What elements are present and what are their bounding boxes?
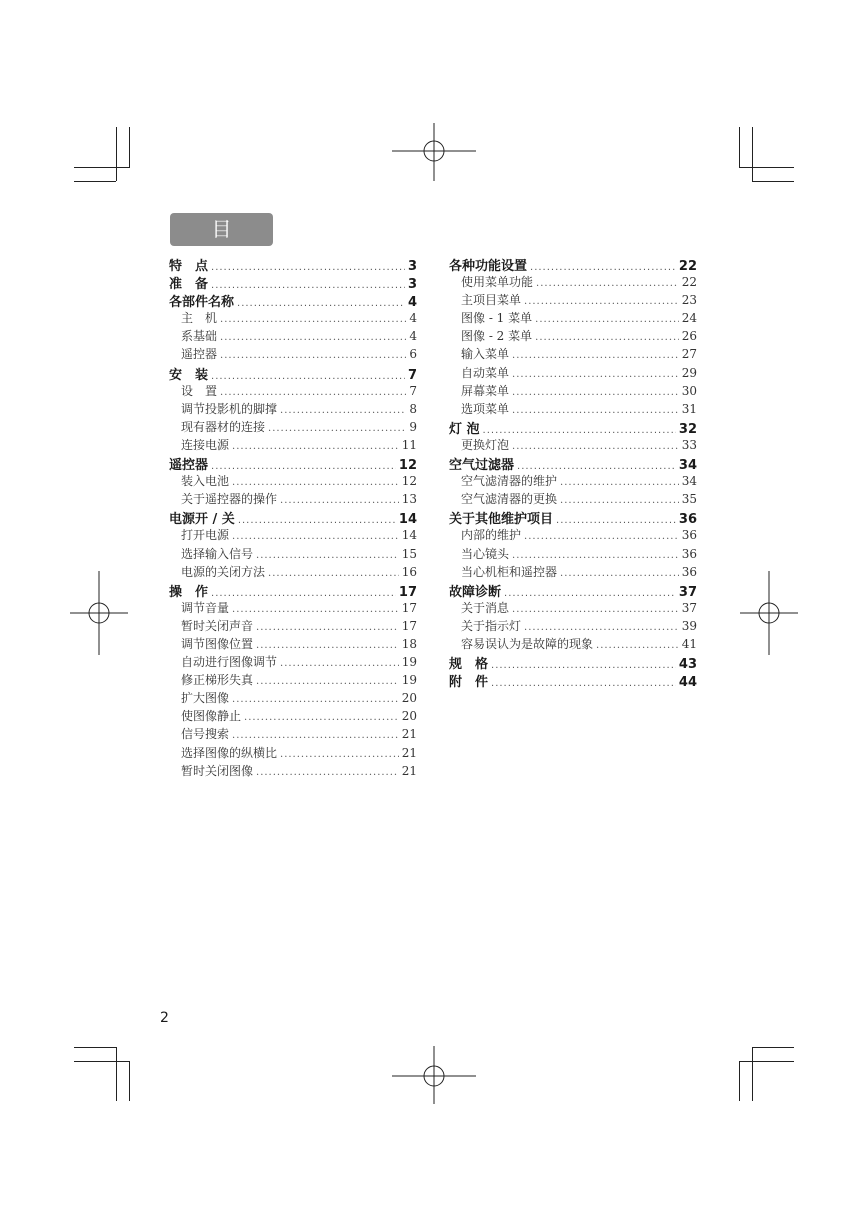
toc-leader-dots <box>596 640 679 651</box>
toc-leader-dots <box>512 604 679 615</box>
toc-page-number: 19 <box>401 655 417 670</box>
crop-mark <box>116 127 117 181</box>
toc-leader-dots <box>256 640 399 651</box>
toc-entry-label: 准 备 <box>169 277 209 292</box>
toc-leader-dots <box>244 712 399 723</box>
toc-entry-label: 设 置 <box>181 383 218 398</box>
toc-leader-dots <box>232 531 399 542</box>
toc-entry-label: 关于其他维护项目 <box>449 512 554 527</box>
toc-leader-dots <box>524 296 679 307</box>
toc-left-column <box>169 255 417 780</box>
toc-page-number: 14 <box>398 512 417 527</box>
toc-leader-dots <box>238 515 396 526</box>
toc-entry-label: 使图像静止 <box>181 709 242 724</box>
toc-chapter-entry <box>169 454 417 472</box>
toc-section-entry <box>169 382 417 400</box>
toc-section-entry <box>449 400 697 418</box>
toc-page-number: 44 <box>678 675 697 690</box>
toc-leader-dots <box>560 568 679 579</box>
toc-page-number: 21 <box>401 727 417 742</box>
toc-entry-label: 图像 - 2 菜单 <box>461 329 533 344</box>
toc-entry-label: 调节图像位置 <box>181 636 254 651</box>
toc-entry-label: 选择输入信号 <box>181 546 254 561</box>
toc-entry-label: 故障诊断 <box>449 584 502 599</box>
toc-section-entry <box>169 653 417 671</box>
toc-page-number: 3 <box>407 259 417 274</box>
crop-mark <box>752 1047 753 1101</box>
toc-section-entry <box>169 563 417 581</box>
toc-leader-dots <box>232 730 399 741</box>
toc-page-number: 17 <box>401 600 417 615</box>
toc-leader-dots <box>512 387 679 398</box>
crop-mark <box>74 181 116 182</box>
toc-chapter-entry <box>169 273 417 291</box>
toc-entry-label: 自动进行图像调节 <box>181 655 278 670</box>
toc-chapter-entry <box>449 581 697 599</box>
toc-leader-dots <box>524 531 679 542</box>
toc-leader-dots <box>504 588 676 599</box>
toc-leader-dots <box>280 405 406 416</box>
toc-section-entry <box>449 526 697 544</box>
toc-leader-dots <box>530 262 676 273</box>
toc-page-number: 29 <box>681 365 697 380</box>
toc-section-entry <box>169 490 417 508</box>
toc-entry-label: 各部件名称 <box>169 295 235 310</box>
toc-section-entry <box>449 291 697 309</box>
toc-page-number: 8 <box>409 401 417 416</box>
toc-chapter-entry <box>449 508 697 526</box>
crop-mark <box>116 1047 117 1101</box>
toc-entry-label: 扩大图像 <box>181 691 230 706</box>
toc-entry-label: 使用菜单功能 <box>461 275 534 290</box>
toc-section-entry <box>169 599 417 617</box>
toc-entry-label: 现有器材的连接 <box>181 419 266 434</box>
toc-entry-label: 空气滤清器的维护 <box>461 474 558 489</box>
crop-mark <box>74 1061 130 1062</box>
toc-leader-dots <box>512 405 679 416</box>
toc-leader-dots <box>535 332 679 343</box>
toc-page-number: 36 <box>681 564 697 579</box>
toc-page-number: 9 <box>409 419 417 434</box>
toc-leader-dots <box>512 350 679 361</box>
toc-page-number: 21 <box>401 763 417 778</box>
crop-mark <box>129 1061 130 1101</box>
toc-leader-dots <box>220 387 406 398</box>
toc-entry-label: 暂时关闭图像 <box>181 763 254 778</box>
toc-page-number: 36 <box>678 512 697 527</box>
toc-entry-label: 遥控器 <box>181 347 218 362</box>
toc-page-number: 7 <box>407 367 417 382</box>
toc-chapter-entry <box>449 653 697 671</box>
toc-page-number: 4 <box>409 329 417 344</box>
toc-chapter-entry <box>449 454 697 472</box>
toc-leader-dots <box>268 568 399 579</box>
toc-entry-label: 当心机柜和遥控器 <box>461 564 558 579</box>
toc-page-number: 7 <box>409 383 417 398</box>
registration-mark-icon <box>70 571 128 655</box>
toc-leader-dots <box>211 371 405 382</box>
page-title: 目 录 <box>170 213 273 246</box>
toc-page-number: 12 <box>401 474 417 489</box>
toc-chapter-entry <box>169 364 417 382</box>
toc-leader-dots <box>491 660 676 671</box>
toc-section-entry <box>449 345 697 363</box>
toc-entry-label: 自动菜单 <box>461 365 510 380</box>
toc-section-entry <box>169 725 417 743</box>
toc-page-number: 15 <box>401 546 417 561</box>
toc-entry-label: 空气滤清器的更换 <box>461 492 558 507</box>
toc-entry-label: 电源的关闭方法 <box>181 564 266 579</box>
toc-entry-label: 屏幕菜单 <box>461 383 510 398</box>
crop-mark <box>752 127 753 181</box>
toc-page-number: 20 <box>401 691 417 706</box>
toc-page-number: 11 <box>401 437 417 452</box>
toc-section-entry <box>169 707 417 725</box>
crop-mark <box>739 127 740 167</box>
toc-leader-dots <box>512 369 679 380</box>
toc-chapter-entry <box>449 671 697 689</box>
toc-page-number: 37 <box>681 600 697 615</box>
toc-entry-label: 特 点 <box>169 259 209 274</box>
toc-entry-label: 附 件 <box>449 675 489 690</box>
toc-leader-dots <box>232 441 399 452</box>
toc-leader-dots <box>256 622 399 633</box>
toc-section-entry <box>169 309 417 327</box>
toc-leader-dots <box>560 477 679 488</box>
crop-mark <box>739 1061 794 1062</box>
toc-page-number: 17 <box>398 584 417 599</box>
page-number: 2 <box>160 1010 169 1026</box>
toc-page-number: 33 <box>681 437 697 452</box>
toc-section-entry <box>449 563 697 581</box>
toc-entry-label: 当心镜头 <box>461 546 510 561</box>
toc-page-number: 16 <box>401 564 417 579</box>
toc-page-number: 22 <box>681 275 697 290</box>
toc-page-number: 31 <box>681 401 697 416</box>
toc-entry-label: 内部的维护 <box>461 528 522 543</box>
toc-section-entry <box>169 327 417 345</box>
toc-section-entry <box>169 472 417 490</box>
toc-section-entry <box>169 689 417 707</box>
toc-section-entry <box>449 545 697 563</box>
toc-leader-dots <box>220 314 406 325</box>
toc-leader-dots <box>211 588 396 599</box>
toc-section-entry <box>169 617 417 635</box>
toc-leader-dots <box>517 461 676 472</box>
toc-leader-dots <box>491 678 676 689</box>
toc-section-entry <box>449 309 697 327</box>
toc-section-entry <box>449 635 697 653</box>
toc-page-number: 14 <box>401 528 417 543</box>
toc-section-entry <box>449 436 697 454</box>
toc-section-entry <box>169 400 417 418</box>
toc-entry-label: 选择图像的纵横比 <box>181 745 278 760</box>
toc-entry-label: 安 装 <box>169 367 209 382</box>
toc-chapter-entry <box>169 508 417 526</box>
toc-leader-dots <box>256 676 399 687</box>
toc-chapter-entry <box>169 291 417 309</box>
toc-entry-label: 规 格 <box>449 657 489 672</box>
toc-page-number: 4 <box>407 295 417 310</box>
toc-leader-dots <box>524 622 679 633</box>
toc-entry-label: 关于消息 <box>461 600 510 615</box>
toc-page-number: 37 <box>678 584 697 599</box>
toc-entry-label: 连接电源 <box>181 437 230 452</box>
toc-entry-label: 关于指示灯 <box>461 618 522 633</box>
toc-leader-dots <box>211 280 405 291</box>
toc-leader-dots <box>232 477 399 488</box>
toc-page-number: 30 <box>681 383 697 398</box>
toc-page-number: 39 <box>681 618 697 633</box>
toc-entry-label: 系基础 <box>181 329 218 344</box>
toc-entry-label: 选项菜单 <box>461 401 510 416</box>
toc-entry-label: 暂时关闭声音 <box>181 618 254 633</box>
toc-section-entry <box>449 364 697 382</box>
toc-entry-label: 操 作 <box>169 584 209 599</box>
toc-section-entry <box>449 273 697 291</box>
toc-entry-label: 空气过滤器 <box>449 458 515 473</box>
crop-mark <box>74 167 130 168</box>
toc-leader-dots <box>280 749 399 760</box>
crop-mark <box>129 127 130 167</box>
toc-page-number: 4 <box>409 311 417 326</box>
toc-page-number: 21 <box>401 745 417 760</box>
toc-entry-label: 主 机 <box>181 311 218 326</box>
toc-section-entry <box>449 599 697 617</box>
registration-mark-icon <box>392 1046 476 1104</box>
toc-entry-label: 打开电源 <box>181 528 230 543</box>
toc-entry-label: 关于遥控器的操作 <box>181 492 278 507</box>
toc-page-number: 35 <box>681 492 697 507</box>
toc-entry-label: 图像 - 1 菜单 <box>461 311 533 326</box>
toc-leader-dots <box>280 495 399 506</box>
toc-section-entry <box>169 418 417 436</box>
toc-page-number: 22 <box>678 259 697 274</box>
toc-section-entry <box>169 671 417 689</box>
toc-section-entry <box>449 490 697 508</box>
toc-leader-dots <box>256 767 399 778</box>
toc-leader-dots <box>220 350 406 361</box>
toc-entry-label: 遥控器 <box>169 458 209 473</box>
toc-page-number: 36 <box>681 546 697 561</box>
toc-page-number: 34 <box>681 474 697 489</box>
toc-right-column <box>449 255 697 689</box>
toc-leader-dots <box>220 332 406 343</box>
toc-entry-label: 调节音量 <box>181 600 230 615</box>
toc-entry-label: 修正梯形失真 <box>181 673 254 688</box>
toc-leader-dots <box>211 262 405 273</box>
toc-section-entry <box>449 327 697 345</box>
crop-mark <box>752 181 794 182</box>
toc-entry-label: 主项目菜单 <box>461 293 522 308</box>
toc-page-number: 12 <box>398 458 417 473</box>
toc-leader-dots <box>280 658 399 669</box>
toc-entry-label: 调节投影机的脚撑 <box>181 401 278 416</box>
toc-chapter-entry <box>169 255 417 273</box>
toc-section-entry <box>169 345 417 363</box>
crop-mark <box>752 1047 794 1048</box>
toc-page-number: 20 <box>401 709 417 724</box>
toc-page-number: 24 <box>681 311 697 326</box>
toc-chapter-entry <box>169 581 417 599</box>
toc-page-number: 23 <box>681 293 697 308</box>
toc-section-entry <box>169 635 417 653</box>
toc-leader-dots <box>536 278 679 289</box>
toc-entry-label: 装入电池 <box>181 474 230 489</box>
toc-leader-dots <box>232 604 399 615</box>
toc-leader-dots <box>512 441 679 452</box>
toc-entry-label: 电源开 / 关 <box>169 512 235 527</box>
toc-chapter-entry <box>449 255 697 273</box>
toc-entry-label: 信号搜索 <box>181 727 230 742</box>
toc-section-entry <box>169 744 417 762</box>
toc-page-number: 36 <box>681 528 697 543</box>
toc-section-entry <box>169 526 417 544</box>
toc-leader-dots <box>211 461 396 472</box>
toc-entry-label: 更换灯泡 <box>461 437 510 452</box>
toc-page-number: 13 <box>401 492 417 507</box>
registration-mark-icon <box>392 123 476 181</box>
crop-mark <box>74 1047 116 1048</box>
toc-leader-dots <box>535 314 679 325</box>
toc-page-number: 19 <box>401 673 417 688</box>
toc-page-number: 26 <box>681 329 697 344</box>
toc-section-entry <box>449 382 697 400</box>
toc-leader-dots <box>556 515 676 526</box>
toc-entry-label: 输入菜单 <box>461 347 510 362</box>
toc-leader-dots <box>256 550 399 561</box>
toc-page-number: 43 <box>678 657 697 672</box>
toc-page-number: 18 <box>401 636 417 651</box>
toc-section-entry <box>449 472 697 490</box>
toc-page-number: 27 <box>681 347 697 362</box>
toc-section-entry <box>169 762 417 780</box>
toc-section-entry <box>169 436 417 454</box>
toc-entry-label: 容易误认为是故障的现象 <box>461 636 594 651</box>
toc-page-number: 32 <box>678 421 697 436</box>
crop-mark <box>739 167 794 168</box>
registration-mark-icon <box>740 571 798 655</box>
toc-entry-label: 灯 泡 <box>449 421 480 436</box>
toc-page-number: 34 <box>678 458 697 473</box>
toc-page-number: 3 <box>407 277 417 292</box>
toc-leader-dots <box>483 425 676 436</box>
toc-leader-dots <box>268 423 406 434</box>
toc-leader-dots <box>512 550 679 561</box>
toc-leader-dots <box>560 495 679 506</box>
toc-chapter-entry <box>449 418 697 436</box>
toc-page-number: 6 <box>409 347 417 362</box>
toc-entry-label: 各种功能设置 <box>449 259 528 274</box>
toc-section-entry <box>169 545 417 563</box>
toc-page-number: 41 <box>681 636 697 651</box>
toc-section-entry <box>449 617 697 635</box>
toc-leader-dots <box>237 298 405 309</box>
toc-leader-dots <box>232 694 399 705</box>
toc-page-number: 17 <box>401 618 417 633</box>
crop-mark <box>739 1061 740 1101</box>
